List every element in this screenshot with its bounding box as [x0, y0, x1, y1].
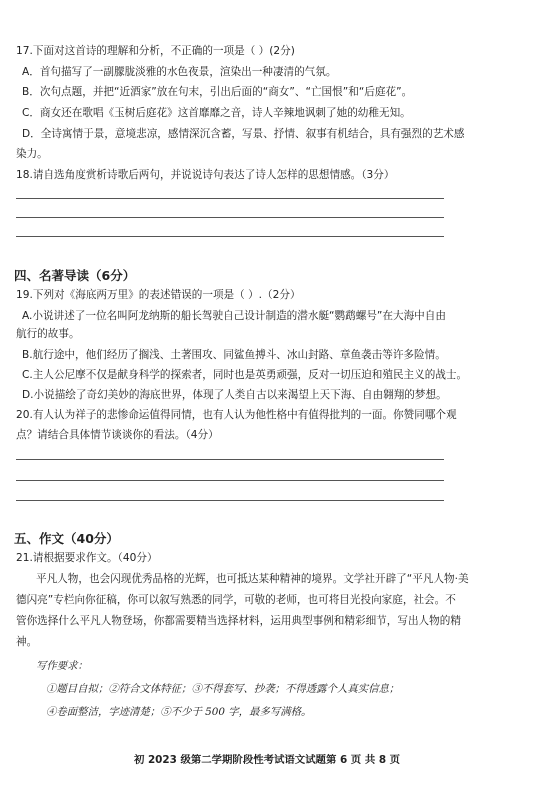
q19-option-c: C.主人公尼摩不仅是献身科学的探索者，同时也是英勇顽强，反对一切压迫和殖民主义的战士。	[22, 369, 468, 381]
q21-stem: 21.请根据要求作文。（40分）	[16, 552, 158, 564]
q21-prompt-line: 德闪亮”专栏向你征稿，你可以叙写熟悉的同学，可敬的老师，也可将目光投向家庭，社会。不	[16, 594, 456, 606]
page-footer: 初 2023 级第二学期阶段性考试语文试题第 6 页 共 8 页	[133, 754, 401, 766]
q19-option-b: B.航行途中，他们经历了搁浅、土著围攻、同鲨鱼搏斗、冰山封路、章鱼袭击等许多险情。	[22, 349, 446, 361]
section-title: 四、名著导读（6分）	[14, 268, 136, 283]
q17-stem: 17.下面对这首诗的理解和分析，不正确的一项是（ ）(2分)	[16, 45, 295, 57]
answer-line[interactable]	[16, 500, 444, 501]
q21-prompt-line: 神。	[16, 636, 38, 648]
q18-stem: 18.请自选角度赏析诗歌后两句，并说说诗句表达了诗人怎样的思想情感。（3分）	[16, 169, 395, 181]
requirements-title: 写作要求：	[36, 660, 88, 672]
q17-option-b: B．次句点题，并把“近酒家”放在句末，引出后面的“商女”、“亡国恨”和“后庭花”。	[22, 86, 413, 98]
answer-line[interactable]	[16, 217, 444, 218]
requirement-line: ①题目自拟；②符合文体特征；③不得套写、抄袭；不得透露个人真实信息；	[46, 683, 400, 695]
q21-prompt-line: 平凡人物，也会闪现优秀品格的光辉，也可抵达某种精神的境界。文学社开辟了“平凡人物·美	[36, 573, 469, 585]
q20-stem-line2: 点？请结合具体情节谈谈你的看法。（4分）	[16, 429, 219, 441]
q17-option-d-cont: 染力。	[16, 148, 48, 160]
q21-prompt-line: 管你选择什么平凡人物登场，你都需要精当选择材料，运用典型事例和精彩细节，写出人物的精	[16, 615, 461, 627]
section-title: 五、作文（40分）	[14, 531, 119, 546]
q17-option-a: A．首句描写了一副朦胧淡雅的水色夜景，渲染出一种凄清的气氛。	[22, 66, 337, 78]
q19-stem: 19.下列对《海底两万里》的表述错误的一项是（ ）.（2分）	[16, 289, 301, 301]
answer-line[interactable]	[16, 236, 444, 237]
q17-option-c: C．商女还在歌唱《玉树后庭花》这首靡靡之音，诗人辛辣地讽刺了她的幼稚无知。	[22, 107, 411, 119]
answer-line[interactable]	[16, 459, 444, 460]
q19-option-a-cont: 航行的故事。	[16, 328, 80, 340]
q19-option-d: D.小说描绘了奇幻美妙的海底世界，体现了人类自古以来渴望上天下海、自由翱翔的梦想。	[22, 389, 447, 401]
requirement-line: ④卷面整洁，字迹清楚；⑤不少于 500 字，最多写满格。	[46, 706, 312, 718]
q19-option-a: A.小说讲述了一位名叫阿龙纳斯的船长驾驶自己设计制造的潜水艇“鹦鹉螺号”在大海中自由	[22, 310, 446, 322]
q17-option-d: D．全诗寓情于景，意境悲凉，感情深沉含蓄，写景、抒情、叙事有机结合，具有强烈的艺术感	[22, 128, 465, 140]
q20-stem-line1: 20.有人认为祥子的悲惨命运值得同情，也有人认为他性格中有值得批判的一面。你赞同哪个观	[16, 409, 457, 421]
answer-line[interactable]	[16, 198, 444, 199]
answer-line[interactable]	[16, 480, 444, 481]
